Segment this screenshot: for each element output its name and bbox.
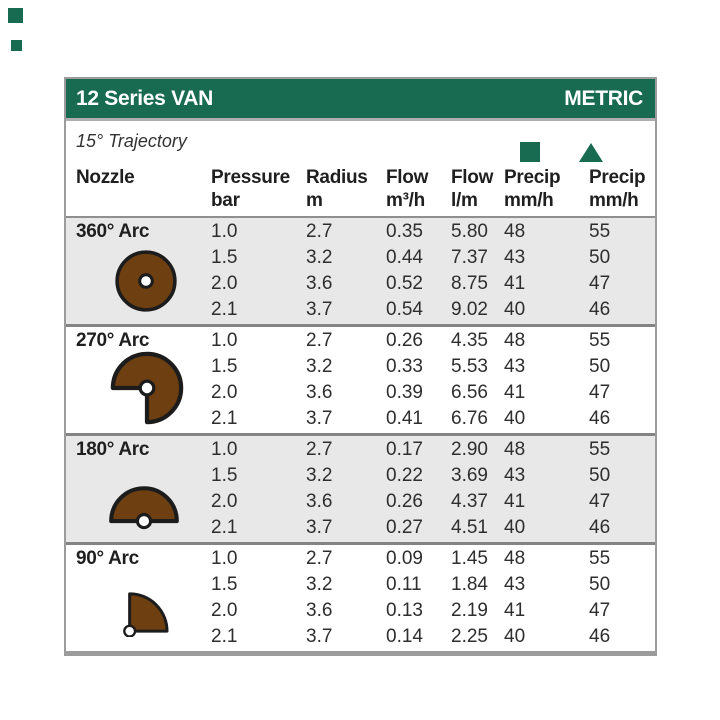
cell: 3.6 <box>306 273 333 294</box>
cell: 41 <box>504 600 526 621</box>
cell: 2.25 <box>451 626 488 647</box>
trajectory-label: 15° Trajectory <box>76 131 187 151</box>
cell: 3.6 <box>306 382 333 403</box>
cell: 40 <box>504 408 526 429</box>
units-label: METRIC <box>564 86 643 110</box>
column-header-radius-2: Radius m <box>306 167 368 211</box>
cell: 6.76 <box>451 408 488 429</box>
cell: 3.7 <box>306 408 333 429</box>
column-header-row <box>66 164 655 218</box>
cell: 48 <box>504 330 526 351</box>
table-title: 12 Series VAN <box>76 86 213 110</box>
cell: 47 <box>589 600 611 621</box>
cell: 0.26 <box>386 491 423 512</box>
cell: 0.35 <box>386 221 423 242</box>
cell: 46 <box>589 299 611 320</box>
cell: 1.5 <box>211 356 238 377</box>
cell: 2.19 <box>451 600 488 621</box>
cell: 0.52 <box>386 273 423 294</box>
cell: 4.51 <box>451 517 488 538</box>
cell: 2.7 <box>306 439 333 460</box>
cell: 2.0 <box>211 600 238 621</box>
stray-green-square-icon <box>11 40 22 51</box>
cell: 43 <box>504 465 526 486</box>
cell: 0.11 <box>386 574 422 595</box>
cell: 2.0 <box>211 273 238 294</box>
cell: 1.0 <box>211 439 238 460</box>
cell: 3.2 <box>306 247 333 268</box>
cell: 0.39 <box>386 382 423 403</box>
cell: 2.1 <box>211 626 238 647</box>
quarter-90-nozzle-icon <box>118 581 174 637</box>
cell: 43 <box>504 247 526 268</box>
cell: 0.33 <box>386 356 423 377</box>
cell: 2.7 <box>306 330 333 351</box>
subheader-row <box>66 121 655 164</box>
cell: 0.22 <box>386 465 423 486</box>
cell: 2.0 <box>211 382 238 403</box>
cell: 3.7 <box>306 299 333 320</box>
cell: 1.0 <box>211 221 238 242</box>
column-header-precip-5: Precip mm/h <box>504 167 561 211</box>
cell: 1.0 <box>211 330 238 351</box>
cell: 50 <box>589 356 611 377</box>
cell: 3.7 <box>306 517 333 538</box>
cell: 3.2 <box>306 465 333 486</box>
table-title-bar <box>66 79 655 121</box>
triangle-legend-icon <box>579 143 603 162</box>
cell: 0.14 <box>386 626 423 647</box>
cell: 2.7 <box>306 221 333 242</box>
cell: 1.5 <box>211 574 238 595</box>
square-legend-icon <box>520 142 540 162</box>
cell: 0.26 <box>386 330 423 351</box>
stray-green-square-icon <box>8 8 23 23</box>
cell: 0.27 <box>386 517 423 538</box>
cell: 40 <box>504 517 526 538</box>
column-header-pressure-1: Pressure bar <box>211 167 290 211</box>
cell: 47 <box>589 273 611 294</box>
cell: 48 <box>504 221 526 242</box>
cell: 43 <box>504 356 526 377</box>
cell: 2.90 <box>451 439 488 460</box>
cell: 47 <box>589 382 611 403</box>
column-header-precip-6: Precip mm/h <box>589 167 646 211</box>
cell: 7.37 <box>451 247 488 268</box>
cell: 3.69 <box>451 465 488 486</box>
cell: 3.2 <box>306 356 333 377</box>
spec-table <box>64 77 657 656</box>
column-header-nozzle: Nozzle <box>76 167 135 188</box>
cell: 2.1 <box>211 517 238 538</box>
section-270-arc <box>66 324 655 433</box>
cell: 50 <box>589 574 611 595</box>
cell: 47 <box>589 491 611 512</box>
cell: 0.13 <box>386 600 423 621</box>
arc-label: 360° Arc <box>76 221 150 242</box>
cell: 2.7 <box>306 548 333 569</box>
cell: 43 <box>504 574 526 595</box>
cell: 3.6 <box>306 491 333 512</box>
cell: 40 <box>504 626 526 647</box>
cell: 1.5 <box>211 465 238 486</box>
donut-360-nozzle-icon <box>113 248 179 314</box>
cell: 1.5 <box>211 247 238 268</box>
cell: 46 <box>589 517 611 538</box>
cell: 1.0 <box>211 548 238 569</box>
pie-270-nozzle-icon <box>108 349 186 427</box>
cell: 9.02 <box>451 299 488 320</box>
cell: 50 <box>589 465 611 486</box>
column-header-flow-3: Flow m³/h <box>386 167 429 211</box>
cell: 41 <box>504 382 526 403</box>
half-180-nozzle-icon <box>106 482 182 532</box>
cell: 55 <box>589 221 611 242</box>
cell: 4.37 <box>451 491 488 512</box>
cell: 0.09 <box>386 548 423 569</box>
cell: 0.17 <box>386 439 423 460</box>
cell: 1.45 <box>451 548 488 569</box>
cell: 3.2 <box>306 574 333 595</box>
cell: 55 <box>589 548 611 569</box>
cell: 55 <box>589 330 611 351</box>
cell: 2.0 <box>211 491 238 512</box>
cell: 5.53 <box>451 356 488 377</box>
cell: 2.1 <box>211 299 238 320</box>
cell: 1.84 <box>451 574 488 595</box>
cell: 55 <box>589 439 611 460</box>
cell: 0.44 <box>386 247 423 268</box>
cell: 46 <box>589 626 611 647</box>
cell: 0.54 <box>386 299 423 320</box>
arc-label: 270° Arc <box>76 330 150 351</box>
column-header-flow-4: Flow l/m <box>451 167 494 211</box>
section-180-arc <box>66 433 655 542</box>
cell: 48 <box>504 548 526 569</box>
cell: 40 <box>504 299 526 320</box>
cell: 50 <box>589 247 611 268</box>
cell: 48 <box>504 439 526 460</box>
cell: 3.6 <box>306 600 333 621</box>
cell: 3.7 <box>306 626 333 647</box>
table-body <box>66 218 655 651</box>
arc-label: 90° Arc <box>76 548 139 569</box>
arc-label: 180° Arc <box>76 439 150 460</box>
cell: 46 <box>589 408 611 429</box>
cell: 5.80 <box>451 221 488 242</box>
cell: 41 <box>504 273 526 294</box>
cell: 41 <box>504 491 526 512</box>
cell: 4.35 <box>451 330 488 351</box>
section-90-arc <box>66 542 655 651</box>
cell: 6.56 <box>451 382 488 403</box>
section-360-arc <box>66 218 655 324</box>
cell: 2.1 <box>211 408 238 429</box>
cell: 8.75 <box>451 273 488 294</box>
cell: 0.41 <box>386 408 423 429</box>
